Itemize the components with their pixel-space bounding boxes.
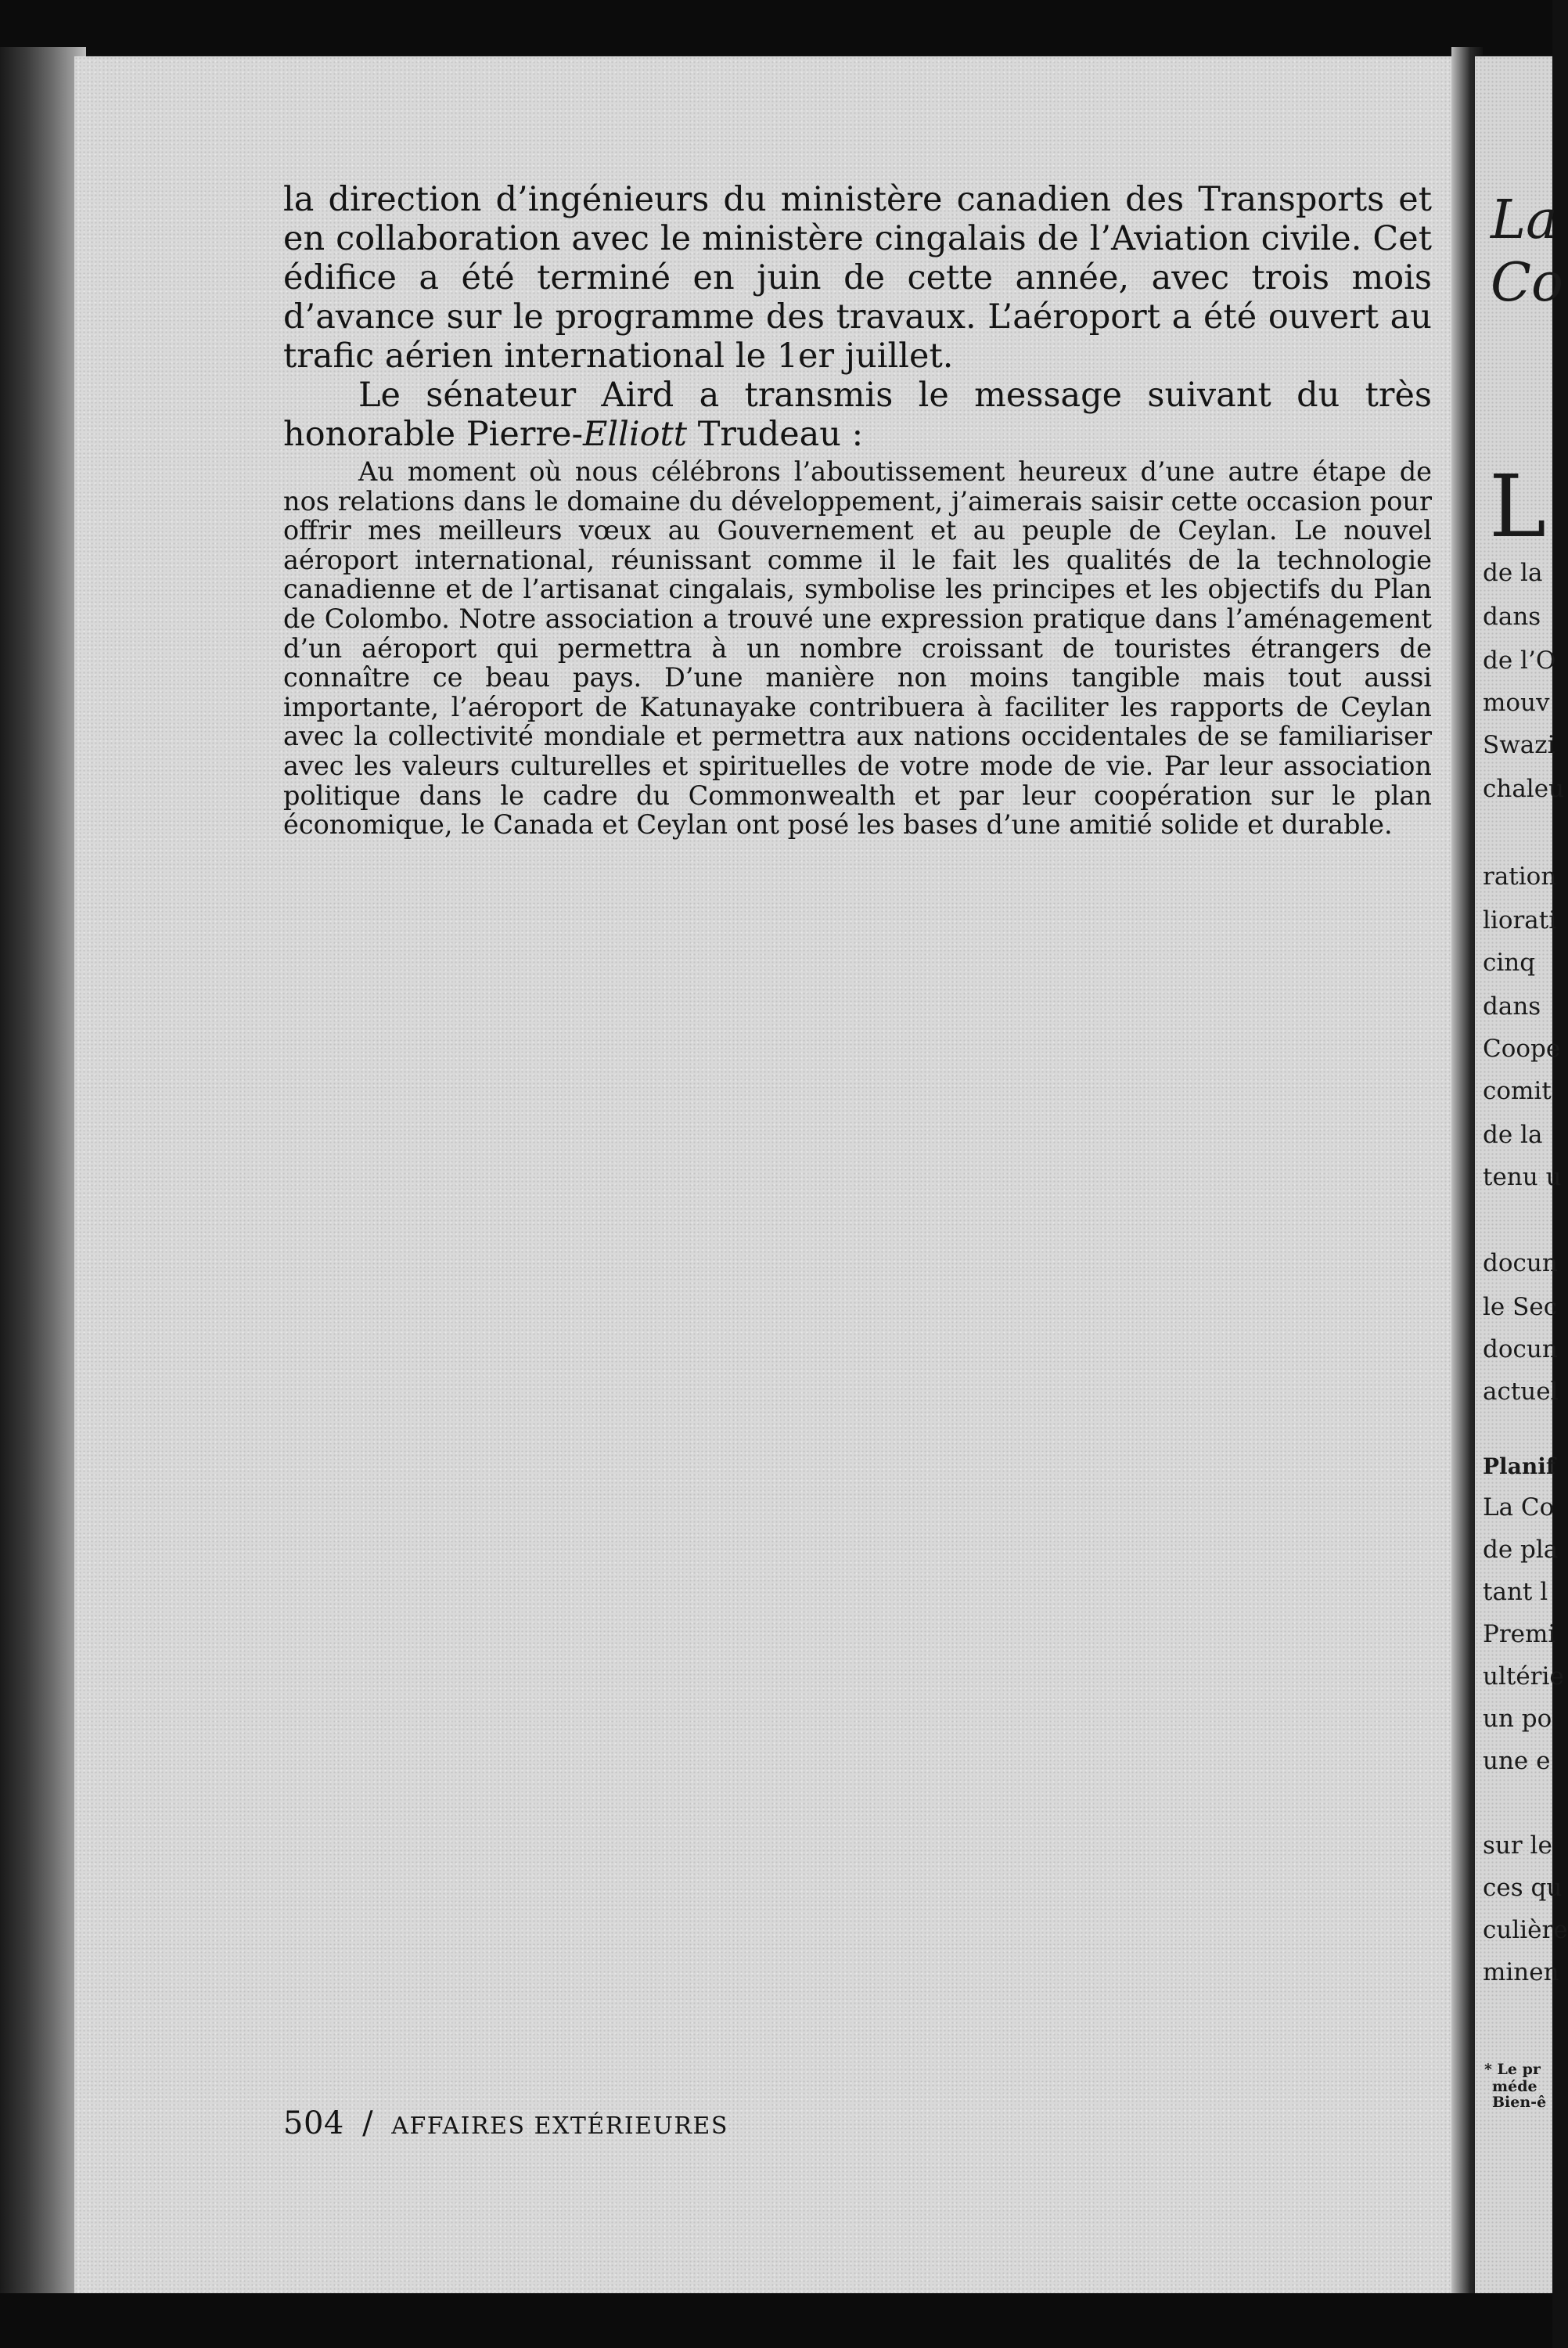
adjacent-section-heading: Planif [1483, 1453, 1555, 1479]
prime-minister-first-name: Elliott [582, 415, 688, 454]
main-text-column [283, 180, 1432, 840]
adjacent-line: comit [1483, 1077, 1552, 1105]
adjacent-line: dans [1483, 992, 1541, 1021]
adjacent-line: mouv [1483, 689, 1550, 717]
adjacent-footnote-line: * Le pr [1484, 2061, 1541, 2078]
adjacent-footnote-line: Bien-ê [1492, 2094, 1547, 2111]
adjacent-drop-cap: L [1489, 456, 1547, 556]
adjacent-page-title [1491, 189, 1563, 315]
scan-border-top [0, 0, 1552, 55]
page-footer [283, 2105, 728, 2141]
paragraph-senator-lead: Le sénateur Aird a transmis le message suivant du très honorable Pierre- [283, 376, 1432, 454]
adjacent-line: liorati [1483, 906, 1557, 935]
adjacent-line: de la [1483, 559, 1543, 587]
adjacent-line: le Sec [1483, 1293, 1558, 1321]
adjacent-title-line-2: Co [1491, 252, 1563, 314]
adjacent-line: Coope [1483, 1035, 1561, 1063]
paragraph-senator-tail: Trudeau : [687, 415, 864, 454]
book-spine-shadow [0, 47, 86, 2301]
adjacent-line: ration [1483, 862, 1557, 891]
adjacent-line: tant l [1483, 1578, 1548, 1606]
quoted-message: Au moment où nous célébrons l’aboutissement heureux d’une autre étape de nos relations dans le domaine du développement, j’aimerais saisir cette occasion pour offrir mes meilleurs vœux au Gouvernement et au peuple de Ceylan. Le nouvel aéroport international, réunissant comme il le fait les qualités de la technologie canadienne et de l’artisanat cingalais, symbolise les principes et les objectifs du Plan de Colombo. Notre association a trouvé une expression pratique dans l’aménagement d’un aéroport qui permettra à un nombre croissant de touristes étrangers de connaître ce beau pays. D’une manière non moins tangible mais tout aussi importante, l’aéroport de Katunayake contribuera à faciliter les rapports de Ceylan avec la collectivité mondiale et permettra aux nations occidentales de se familiariser avec les valeurs culturelles et spirituelles de votre mode de vie. Par leur association politique dans le cadre du Commonwealth et par leur coopération sur le plan économique, le Canada et Ceylan ont posé les bases d’une amitié solide et durable. [283, 456, 1432, 841]
adjacent-line: un po [1483, 1705, 1552, 1733]
adjacent-line: docun [1483, 1249, 1558, 1277]
footer-separator: / [362, 2105, 374, 2141]
adjacent-line: La Co [1483, 1493, 1555, 1522]
publication-name: AFFAIRES EXTÉRIEURES [391, 2112, 728, 2140]
adjacent-line: cinq [1483, 949, 1536, 977]
adjacent-line: culière [1483, 1916, 1568, 1944]
adjacent-line: ces qu [1483, 1874, 1563, 1902]
adjacent-line: sur le [1483, 1831, 1552, 1860]
adjacent-line: tenu u [1483, 1163, 1562, 1191]
paragraph-airport-completion: la direction d’ingénieurs du ministère canadien des Transports et en collaboration avec le ministère cingalais de l’Aviation civile. Cet édifice a été terminé en juin de cette année, avec trois mois d’avance sur le programme des travaux. L’aéroport a été ouvert au trafic aérien international le 1er juillet. [283, 180, 1432, 376]
adjacent-line: chaleu [1483, 775, 1565, 803]
adjacent-title-line-1: La [1491, 189, 1558, 251]
adjacent-line: minen [1483, 1958, 1559, 1986]
adjacent-line: Swazi [1483, 731, 1555, 759]
adjacent-line: ultérie [1483, 1662, 1564, 1691]
adjacent-line: docun [1483, 1335, 1558, 1363]
paragraph-senator-message [283, 376, 1432, 454]
adjacent-line: dans [1483, 603, 1541, 631]
page-number: 504 [283, 2105, 344, 2141]
adjacent-line: de la [1483, 1121, 1543, 1149]
adjacent-line: une e [1483, 1747, 1551, 1775]
adjacent-footnote-line: méde [1492, 2078, 1537, 2095]
adjacent-page [1475, 56, 1568, 2295]
adjacent-line: de pla [1483, 1536, 1559, 1564]
scan-border-bottom [0, 2293, 1552, 2348]
adjacent-line: Premi [1483, 1620, 1556, 1648]
adjacent-line: de l’O [1483, 646, 1556, 675]
adjacent-line: actuel [1483, 1377, 1559, 1406]
